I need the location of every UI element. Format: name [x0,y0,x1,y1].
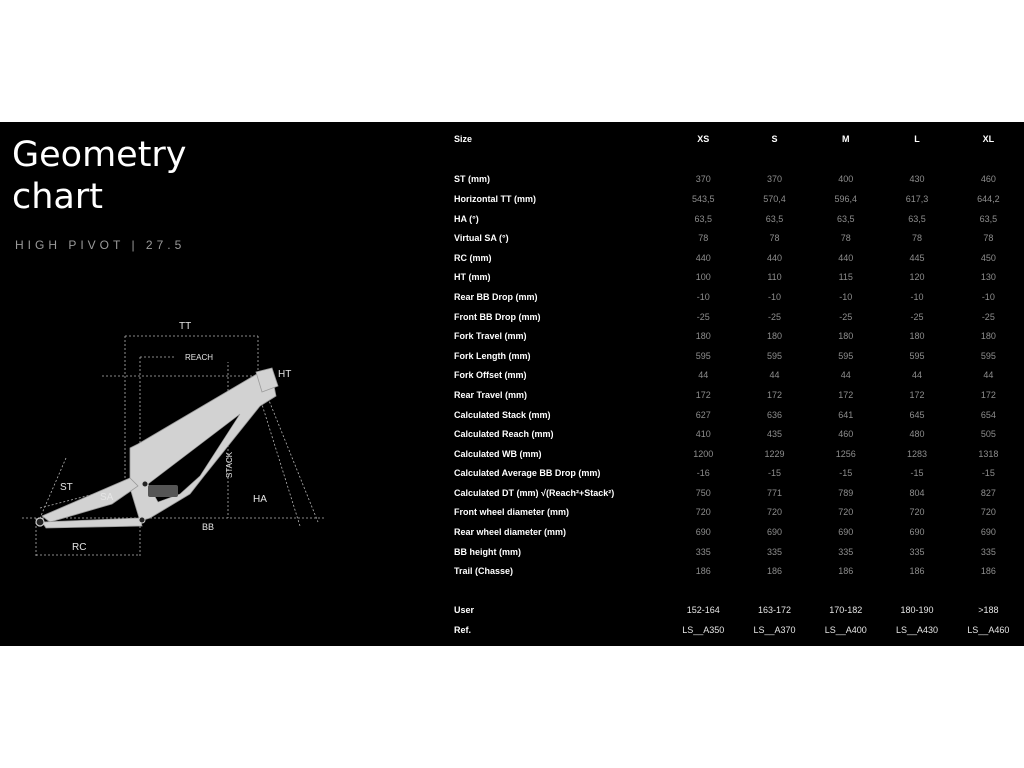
footer-value: LS__A400 [824,625,867,636]
row-value: 720 [909,507,925,518]
st-label: ST [60,482,73,493]
row-label: Trail (Chasse) [454,566,514,577]
size-header-xl: XL [982,134,995,144]
row-value: 172 [766,389,782,400]
row-label: HT (mm) [454,272,491,283]
row-value: 63,5 [694,213,712,224]
row-value: 596,4 [834,193,858,204]
size-header-l: L [914,134,920,144]
footer-value: 170-182 [829,605,863,616]
row-value: 1283 [907,448,928,459]
row-value: 750 [695,487,711,498]
geometry-table [448,128,1024,640]
row-value: 78 [912,233,923,244]
geometry-rows [448,170,1024,581]
row-value: 804 [909,487,925,498]
row-label: Front wheel diameter (mm) [454,507,570,518]
bb-label: BB [202,522,215,532]
title-line-1: Geometry [12,135,187,175]
row-value: -25 [910,311,924,322]
row-label: ST (mm) [454,174,490,185]
row-label: Rear BB Drop (mm) [454,291,538,302]
ha-label: HA [253,494,267,505]
row-label: Calculated Reach (mm) [454,429,554,440]
row-value: 644,2 [977,193,1000,204]
stack-label: STACK [225,451,234,478]
row-value: 78 [698,233,709,244]
rc-label: RC [72,542,87,553]
table-row [448,170,1024,190]
row-value: 1318 [978,448,999,459]
row-value: 335 [838,546,854,557]
row-value: 172 [838,389,854,400]
footer-value: LS__A370 [753,625,796,636]
table-row [448,483,1024,503]
row-value: -15 [981,468,995,479]
row-value: 186 [695,566,711,577]
row-value: 335 [766,546,782,557]
row-value: 335 [695,546,711,557]
row-value: 641 [838,409,854,420]
table-row [448,522,1024,542]
row-value: 110 [767,272,782,283]
table-row [448,366,1024,386]
ht-label: HT [278,369,292,380]
table-row [448,405,1024,425]
row-value: -16 [696,468,710,479]
row-value: 595 [909,350,925,361]
row-value: -25 [839,311,853,322]
row-value: 186 [838,566,854,577]
row-label: Calculated Average BB Drop (mm) [454,468,601,479]
row-value: -10 [910,291,924,302]
row-value: 120 [909,272,925,283]
row-value: 370 [766,174,782,185]
row-value: 789 [838,487,854,498]
footer-value: >188 [978,605,999,616]
row-value: -25 [696,311,710,322]
row-label: HA (°) [454,213,479,224]
row-value: 690 [909,527,925,538]
table-row [448,464,1024,484]
table-row [448,561,1024,581]
row-value: 63,5 [765,213,784,224]
footer-value: 180-190 [900,605,934,616]
table-row [448,307,1024,327]
row-value: 130 [980,272,996,283]
table-row [448,346,1024,366]
row-label: Rear Travel (mm) [454,389,528,400]
row-value: 63,5 [979,213,998,224]
row-value: 445 [909,252,925,263]
row-value: 505 [980,429,996,440]
row-value: 595 [695,350,711,361]
row-value: 44 [912,370,923,381]
row-value: 172 [909,389,925,400]
row-value: 410 [695,429,711,440]
row-label: BB height (mm) [454,546,521,557]
title-line-2: chart [12,177,103,217]
row-value: 180 [980,331,996,342]
row-label: Calculated WB (mm) [454,448,542,459]
row-value: 720 [980,507,996,518]
row-value: 690 [695,527,711,538]
row-value: 370 [695,174,711,185]
table-row [448,228,1024,248]
row-value: 440 [695,252,711,263]
row-value: 44 [983,370,994,381]
reach-label: REACH [185,353,214,362]
sa-label: SA [100,492,114,503]
size-header-row [448,128,1024,150]
row-value: 335 [909,546,925,557]
row-value: 78 [983,233,994,244]
rear-shock [148,485,178,497]
row-value: 595 [766,350,782,361]
geometry-footer-rows [448,581,1024,640]
footer-value: LS__A350 [682,625,725,636]
row-value: 1256 [835,448,856,459]
table-row [448,209,1024,229]
row-value: -15 [839,468,853,479]
table-row [448,385,1024,405]
row-value: 44 [769,370,780,381]
row-label: Fork Offset (mm) [454,370,527,381]
rear-axle [36,518,44,526]
row-value: 543,5 [691,193,715,204]
row-value: -25 [767,311,781,322]
row-value: 1229 [764,448,785,459]
size-header-label: Size [454,134,473,144]
table-row [448,248,1024,268]
row-value: 617,3 [905,193,929,204]
row-value: 63,5 [908,213,926,224]
row-value: 440 [766,252,782,263]
footer-row [448,620,1024,640]
table-row [448,444,1024,464]
footer-value: LS__A460 [967,625,1010,636]
table-row [448,287,1024,307]
page-subtitle: HIGH PIVOT | 27.5 [15,238,186,252]
row-value: 480 [909,429,925,440]
row-value: 172 [980,389,996,400]
table-row [448,326,1024,346]
row-value: 1200 [693,448,714,459]
row-value: 627 [695,409,711,420]
row-label: Horizontal TT (mm) [454,193,536,204]
row-value: 78 [840,233,851,244]
pivot [142,481,148,487]
row-value: 645 [909,409,925,420]
row-value: 115 [838,272,853,283]
row-value: 636 [766,409,782,420]
row-value: 570,4 [763,193,786,204]
footer-label: Ref. [454,625,472,636]
row-label: RC (mm) [454,252,492,263]
row-label: Fork Length (mm) [454,350,531,361]
row-value: -15 [767,468,781,479]
row-value: 720 [695,507,711,518]
row-value: 100 [695,272,711,283]
row-value: 654 [980,409,996,420]
row-value: 460 [838,429,854,440]
row-value: 460 [980,174,996,185]
geometry-panel [0,122,1024,646]
seat-stay [42,478,138,522]
row-value: 180 [766,331,782,342]
row-value: 435 [766,429,782,440]
row-value: -10 [839,291,853,302]
row-label: Fork Travel (mm) [454,331,527,342]
footer-value: 152-164 [686,605,720,616]
row-value: 430 [909,174,925,185]
row-value: 690 [766,527,782,538]
row-value: -10 [981,291,995,302]
row-value: 771 [766,487,782,498]
row-value: -25 [981,311,995,322]
row-value: 595 [980,350,996,361]
row-value: 440 [838,252,854,263]
size-header-m: M [842,134,850,144]
row-label: Calculated Stack (mm) [454,409,551,420]
row-value: 186 [980,566,996,577]
bottom-bracket [139,517,145,523]
row-value: 172 [695,389,711,400]
footer-row [448,601,1024,621]
row-value: 63,5 [836,213,855,224]
table-row [448,503,1024,523]
row-value: 186 [909,566,925,577]
size-header-xs: XS [697,134,710,144]
row-label: Rear wheel diameter (mm) [454,527,567,538]
tt-label: TT [179,321,192,332]
row-value: 450 [980,252,996,263]
row-value: 827 [980,487,996,498]
row-value: 720 [838,507,854,518]
row-value: -10 [767,291,781,302]
row-value: 44 [840,370,851,381]
table-row [448,424,1024,444]
row-value: 335 [980,546,996,557]
row-value: 400 [838,174,854,185]
bike-geometry-diagram [0,308,340,578]
row-value: 186 [766,566,782,577]
table-row [448,542,1024,562]
row-label: Virtual SA (°) [454,233,509,244]
row-value: 180 [909,331,925,342]
row-value: 78 [769,233,780,244]
row-label: Front BB Drop (mm) [454,311,541,322]
table-row [448,268,1024,288]
row-value: 690 [980,527,996,538]
row-value: 44 [698,370,709,381]
footer-label: User [454,605,475,616]
row-value: -15 [910,468,924,479]
size-header-s: S [771,134,778,144]
row-value: 720 [766,507,782,518]
row-label: Calculated DT (mm) √(Reach²+Stack²) [454,487,615,498]
row-value: 180 [838,331,854,342]
footer-value: LS__A430 [896,625,939,636]
row-value: 180 [695,331,711,342]
ha-line [268,398,318,522]
row-value: 690 [838,527,854,538]
footer-value: 163-172 [757,605,791,616]
page-title [12,134,187,218]
table-row [448,189,1024,209]
spacer-row [448,581,1024,601]
row-value: 595 [838,350,854,361]
row-value: -10 [696,291,710,302]
